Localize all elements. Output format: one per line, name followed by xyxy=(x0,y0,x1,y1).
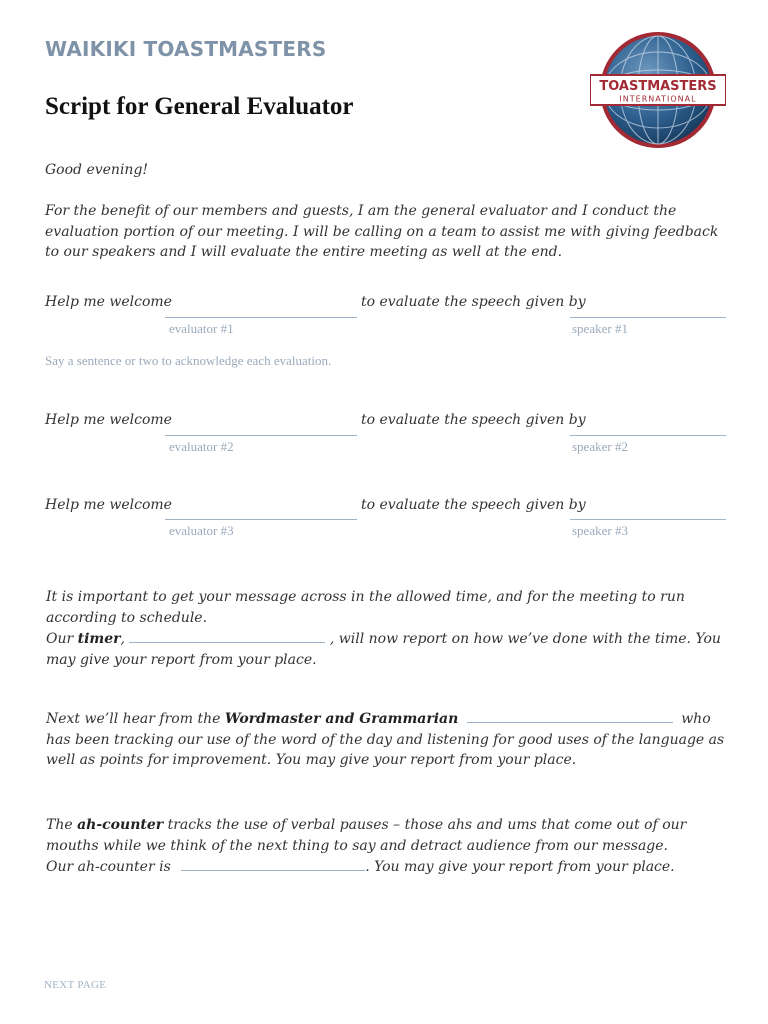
timer-our: Our xyxy=(46,631,74,647)
eval-3-lead: Help me welcome xyxy=(45,497,172,513)
timer-intro: It is important to get your message across in the allowed time, and for the meeting to run according to schedule. xyxy=(46,589,685,626)
ahcounter-the: The xyxy=(46,817,73,833)
wordmaster-paragraph xyxy=(46,708,736,771)
timer-rest: , will now report on how we’ve done with the time. You may give your report from your place. xyxy=(46,631,721,668)
greeting: Good evening! xyxy=(45,162,149,178)
evaluator-3-field[interactable] xyxy=(165,519,357,520)
timer-paragraph xyxy=(46,587,736,670)
evaluator-3-hint: evaluator #3 xyxy=(169,523,234,538)
ahcounter-paragraph xyxy=(46,815,736,878)
ahcounter-report-line xyxy=(46,856,736,878)
eval-3-middle: to evaluate the speech given by xyxy=(361,497,586,513)
intro-paragraph: For the benefit of our members and guests, I am the general evaluator and I conduct the evaluation portion of our meeting. I will be calling on a team to assist me with giving feedback to our speakers and I will evaluate the entire meeting as well at the end. xyxy=(45,203,719,260)
ahcounter-role: ah-counter xyxy=(77,817,164,833)
eval-2-lead: Help me welcome xyxy=(45,412,172,428)
ahcounter-line2-rest: . You may give your report from your place. xyxy=(365,859,675,875)
timer-name-field[interactable] xyxy=(129,628,325,643)
timer-role: timer xyxy=(77,631,121,647)
wordmaster-rest: who has been tracking our use of the word of the day and listening for good uses of the language as well as points for improvement. You may give your report from your place. xyxy=(46,711,725,768)
eval-1-lead: Help me welcome xyxy=(45,294,172,310)
ahcounter-line2-lead: Our ah-counter is xyxy=(46,859,171,875)
speaker-1-hint: speaker #1 xyxy=(572,321,628,336)
evaluator-1-field[interactable] xyxy=(165,317,357,318)
speaker-3-field[interactable] xyxy=(570,519,726,520)
speaker-2-hint: speaker #2 xyxy=(572,439,628,454)
organization-name: WAIKIKI TOASTMASTERS xyxy=(45,37,327,61)
wordmaster-lead: Next we’ll hear from the xyxy=(46,711,221,727)
ahcounter-rest: tracks the use of verbal pauses – those ahs and ums that come out of our mouths while we think of the next thing to say and detract audience from our message. xyxy=(46,817,687,854)
wordmaster-role: Wordmaster and Grammarian xyxy=(224,711,459,727)
timer-comma: , xyxy=(120,631,125,647)
speaker-1-field[interactable] xyxy=(570,317,726,318)
ahcounter-name-field[interactable] xyxy=(181,856,365,871)
acknowledge-note: Say a sentence or two to acknowledge each evaluation. xyxy=(45,353,332,368)
ahcounter-description xyxy=(46,815,736,856)
evaluator-2-field[interactable] xyxy=(165,435,357,436)
timer-report-line xyxy=(46,628,736,670)
next-page-label: NEXT PAGE xyxy=(44,979,107,991)
logo-text-bottom: INTERNATIONAL xyxy=(619,94,697,104)
eval-2-middle: to evaluate the speech given by xyxy=(361,412,586,428)
page-title: Script for General Evaluator xyxy=(45,93,354,120)
wordmaster-name-field[interactable] xyxy=(467,708,673,723)
eval-1-middle: to evaluate the speech given by xyxy=(361,294,586,310)
speaker-2-field[interactable] xyxy=(570,435,726,436)
evaluator-2-hint: evaluator #2 xyxy=(169,439,234,454)
logo-text-top: TOASTMASTERS xyxy=(599,79,717,94)
toastmasters-logo xyxy=(590,30,726,154)
speaker-3-hint: speaker #3 xyxy=(572,523,628,538)
evaluator-1-hint: evaluator #1 xyxy=(169,321,234,336)
